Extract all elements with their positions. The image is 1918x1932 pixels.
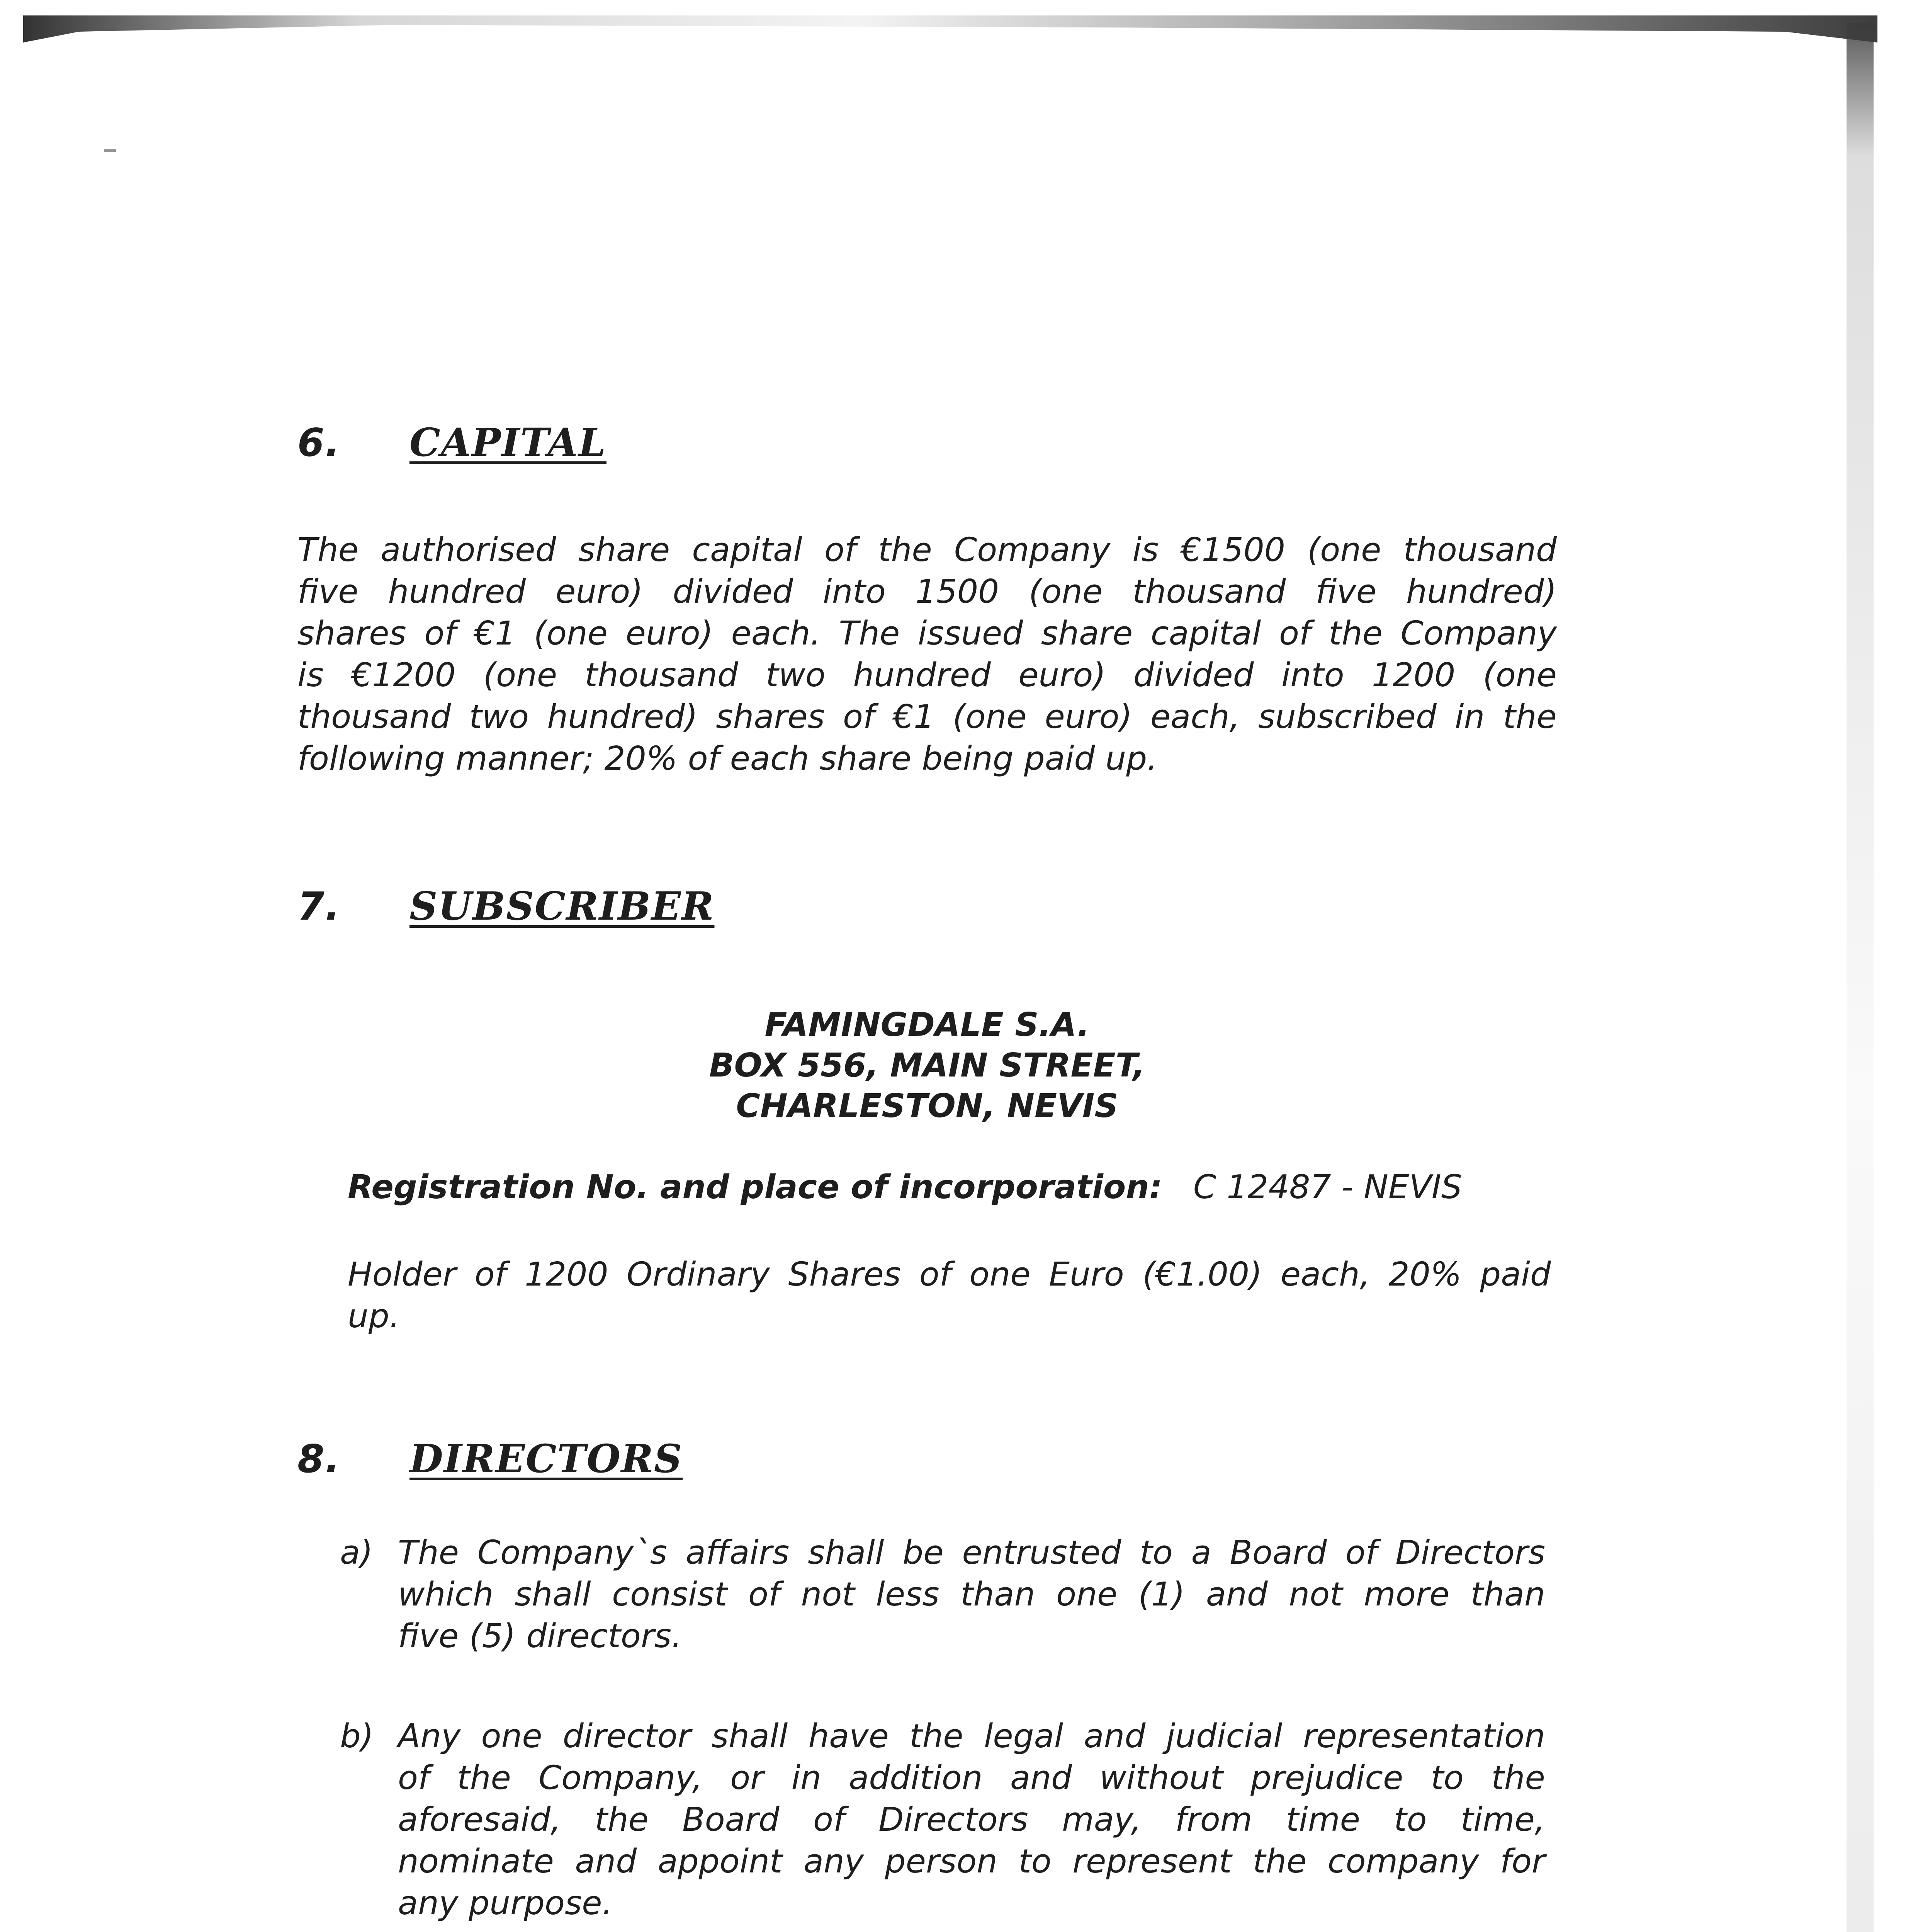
paragraph-line: The authorised share capital of the Company is €1500 (one thousand: [297, 531, 1557, 569]
subscriber-address-block: [348, 1005, 1507, 1126]
list-item-letter: b): [340, 1717, 374, 1755]
holder-paragraph: [348, 1254, 1551, 1337]
paragraph-line: five (5) directors.: [398, 1617, 682, 1655]
list-item-letter: a): [340, 1534, 373, 1572]
scan-edge-right: [1847, 23, 1874, 1932]
paragraph-line: any purpose.: [398, 1884, 613, 1922]
section-number: 8.: [297, 1436, 341, 1481]
scan-edge-top: [23, 15, 1877, 43]
paragraph-line: Any one director shall have the legal and judicial representation: [398, 1717, 1545, 1755]
paragraph-line: aforesaid, the Board of Directors may, from time to time,: [398, 1801, 1545, 1839]
registration-line: [348, 1167, 1462, 1208]
section-title: SUBSCRIBER: [409, 883, 715, 929]
paragraph-line: The Company`s affairs shall be entrusted to a Board of Directors: [398, 1534, 1545, 1572]
paragraph-line: five hundred euro) divided into 1500 (one thousand five hundred): [297, 573, 1557, 611]
stray-mark: [104, 149, 116, 152]
paragraph-line: is €1200 (one thousand two hundred euro) divided into 1200 (one: [297, 656, 1557, 694]
section-heading-directors: [297, 1435, 683, 1482]
paragraph-line: thousand two hundred) shares of €1 (one euro) each, subscribed in the: [297, 698, 1557, 736]
list-item-text: [398, 1532, 1545, 1657]
section-number: 7.: [297, 884, 341, 929]
section-heading-subscriber: [297, 883, 714, 930]
paragraph-line: up.: [348, 1297, 400, 1335]
subscriber-address-line: CHARLESTON, NEVIS: [736, 1087, 1118, 1125]
subscriber-name: FAMINGDALE S.A.: [764, 1006, 1090, 1044]
capital-paragraph: [297, 529, 1557, 780]
section-title: DIRECTORS: [409, 1436, 683, 1481]
section-number: 6.: [297, 420, 341, 465]
registration-label: Registration No. and place of incorporation:: [348, 1168, 1162, 1206]
subscriber-address-line: BOX 556, MAIN STREET,: [709, 1046, 1145, 1085]
paragraph-line: of the Company, or in addition and without prejudice to the: [398, 1759, 1545, 1797]
paragraph-line: nominate and appoint any person to represent the company for: [398, 1842, 1545, 1881]
registration-value: C 12487 - NEVIS: [1193, 1168, 1462, 1206]
section-title: CAPITAL: [409, 420, 606, 465]
paragraph-line: Holder of 1200 Ordinary Shares of one Euro (€1.00) each, 20% paid: [348, 1255, 1551, 1294]
list-item-text: [398, 1716, 1545, 1924]
paragraph-line: shares of €1 (one euro) each. The issued share capital of the Company: [297, 614, 1557, 653]
section-heading-capital: [297, 419, 606, 466]
paragraph-line: following manner; 20% of each share being paid up.: [297, 740, 1158, 778]
paragraph-line: which shall consist of not less than one (1) and not more than: [398, 1575, 1545, 1614]
